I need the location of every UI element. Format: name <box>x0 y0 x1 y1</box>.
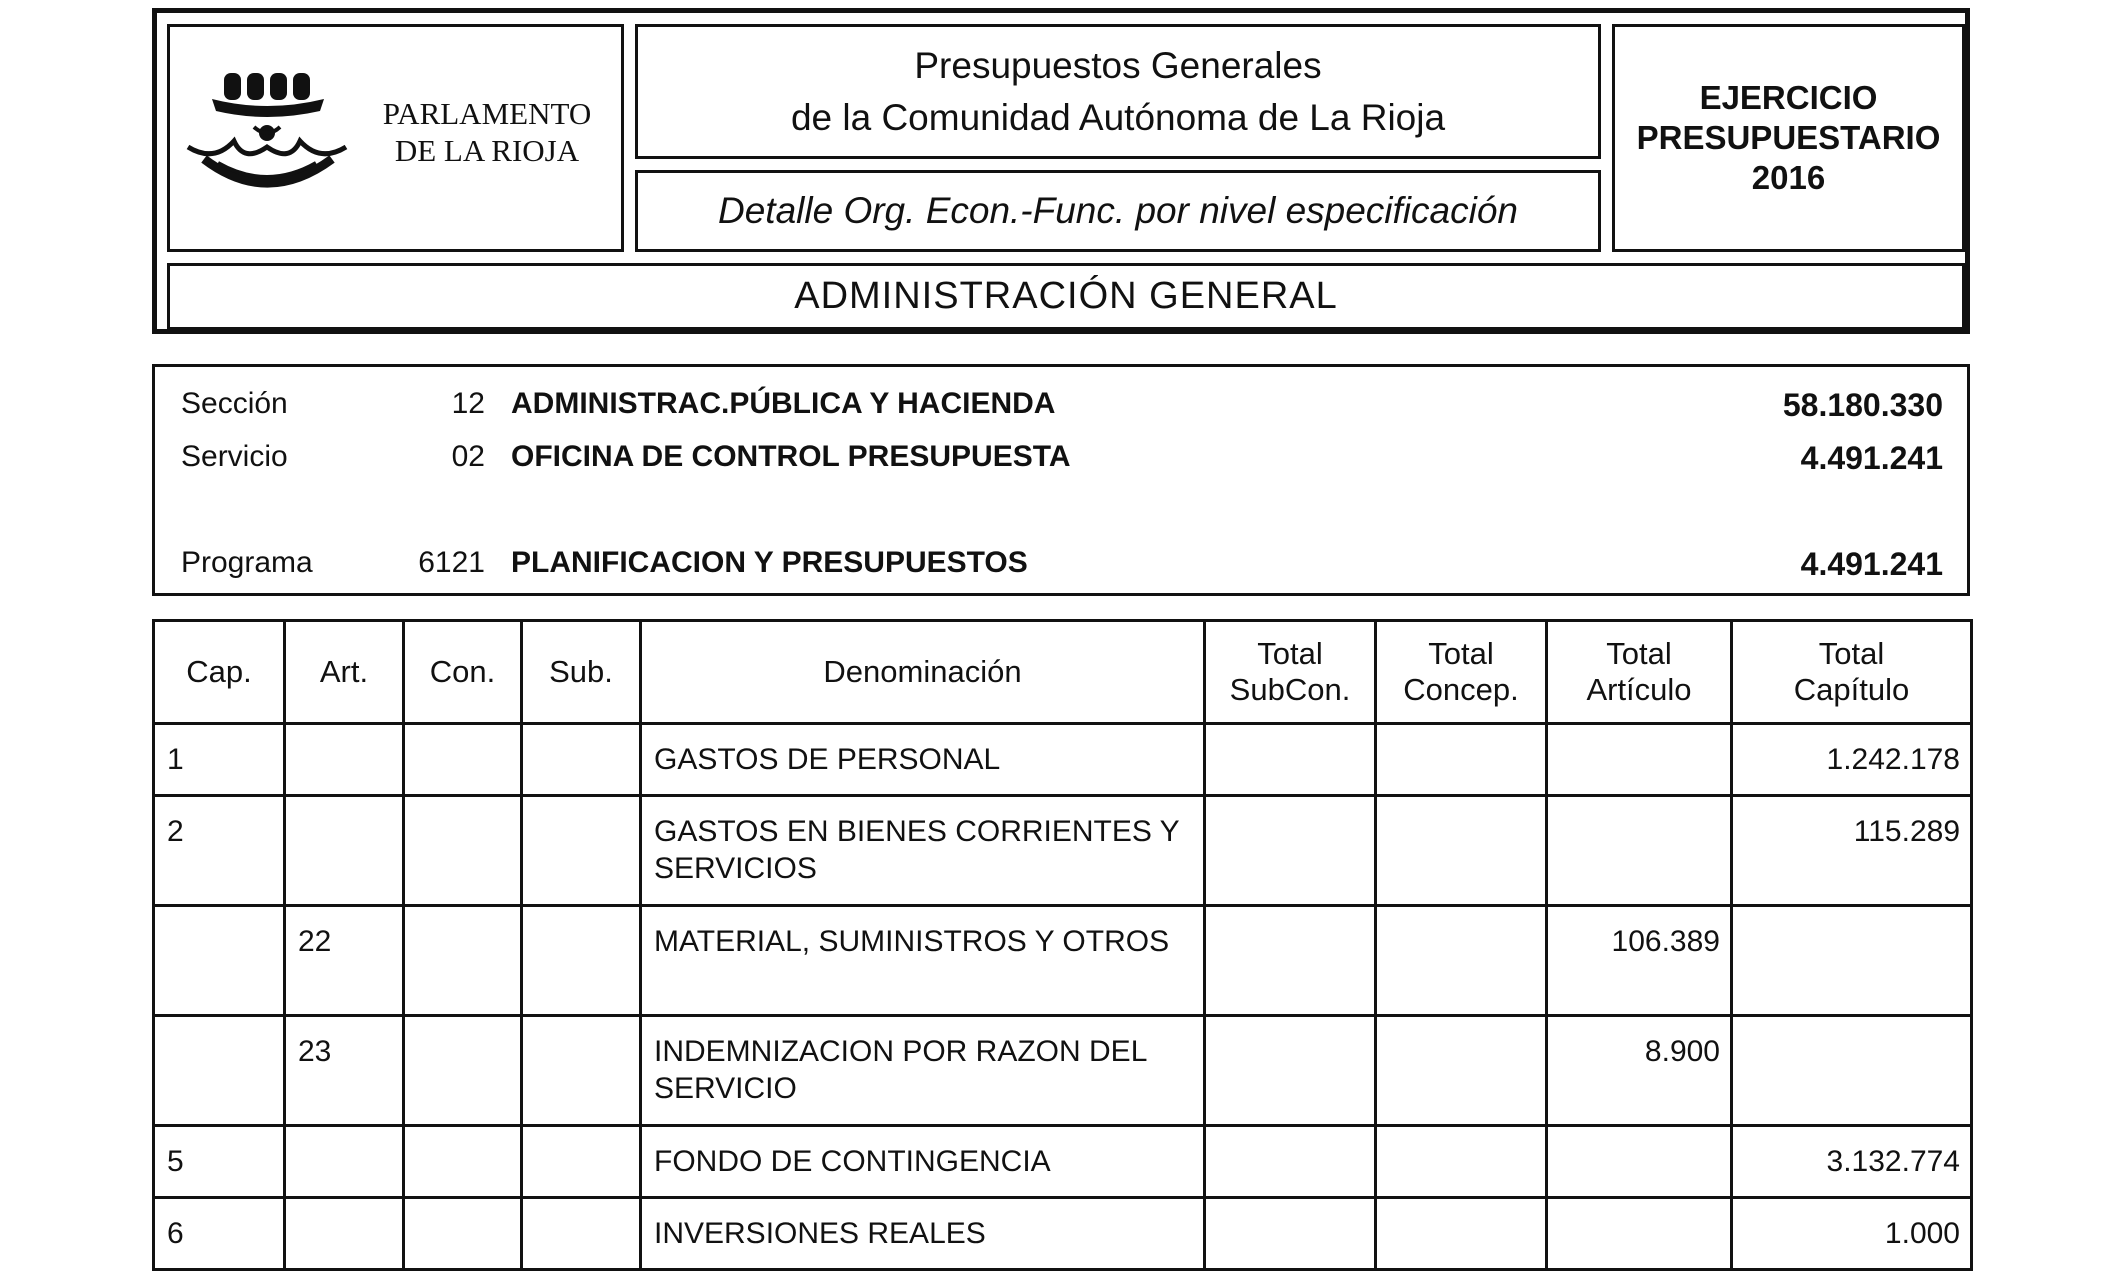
cell-sub <box>522 1016 641 1126</box>
parliament-logo-icon <box>184 67 364 207</box>
cell-total-articulo <box>1547 724 1732 796</box>
cell-total-articulo: 8.900 <box>1547 1016 1732 1126</box>
document-header <box>152 8 1970 334</box>
table-row <box>154 1198 1972 1270</box>
cell-total-capitulo <box>1732 906 1972 1016</box>
seccion-label: Sección <box>181 387 288 420</box>
programa-code: 6121 <box>418 546 485 579</box>
cell-con <box>404 796 522 906</box>
servicio-name: OFICINA DE CONTROL PRESUPUESTA <box>511 440 1071 473</box>
year-line-3: 2016 <box>1751 159 1826 196</box>
cell-cap <box>154 1016 285 1126</box>
cell-total-articulo <box>1547 1198 1732 1270</box>
servicio-code: 02 <box>451 440 485 473</box>
header-sub: Sub. <box>522 621 641 724</box>
cell-denominacion: INDEMNIZACION POR RAZON DEL SERVICIO <box>641 1016 1205 1126</box>
report-subtitle: Detalle Org. Econ.-Func. por nivel especificación <box>718 190 1518 231</box>
header-denominacion: Denominación <box>641 621 1205 724</box>
seccion-row <box>155 387 1967 431</box>
cell-cap <box>154 906 285 1016</box>
cell-total-capitulo: 3.132.774 <box>1732 1126 1972 1198</box>
programa-label: Programa <box>181 546 313 579</box>
cell-total-concep <box>1376 724 1547 796</box>
header-con: Con. <box>404 621 522 724</box>
servicio-row <box>155 440 1967 484</box>
header-cap: Cap. <box>154 621 285 724</box>
seccion-amount: 58.180.330 <box>1782 387 1943 423</box>
cell-total-subcon <box>1205 906 1376 1016</box>
year-line-2: PRESUPUESTARIO <box>1636 119 1941 156</box>
cell-cap: 6 <box>154 1198 285 1270</box>
cell-denominacion: INVERSIONES REALES <box>641 1198 1205 1270</box>
logo-text-line-2: DE LA RIOJA <box>394 133 580 168</box>
programa-amount: 4.491.241 <box>1800 546 1943 582</box>
table-header-row <box>154 621 1972 724</box>
header-total-subcon-line-2: SubCon. <box>1229 672 1351 707</box>
cell-sub <box>522 1198 641 1270</box>
table-row <box>154 796 1972 906</box>
cell-con <box>404 1016 522 1126</box>
cell-total-subcon <box>1205 1016 1376 1126</box>
header-total-articulo-line-2: Artículo <box>1586 672 1692 707</box>
header-total-capitulo <box>1732 621 1972 724</box>
cell-total-concep <box>1376 1016 1547 1126</box>
logo-text <box>367 95 607 169</box>
cell-cap: 5 <box>154 1126 285 1198</box>
cell-total-concep <box>1376 1126 1547 1198</box>
title-line-2: de la Comunidad Autónoma de La Rioja <box>790 96 1446 138</box>
cell-total-articulo <box>1547 1126 1732 1198</box>
seccion-name: ADMINISTRAC.PÚBLICA Y HACIENDA <box>511 387 1056 420</box>
header-total-subcon-line-1: Total <box>1257 636 1323 671</box>
cell-total-subcon <box>1205 796 1376 906</box>
cell-denominacion: GASTOS DE PERSONAL <box>641 724 1205 796</box>
title-box <box>635 24 1601 159</box>
table-row <box>154 724 1972 796</box>
header-total-articulo-line-1: Total <box>1606 636 1672 671</box>
fiscal-year-box <box>1612 24 1965 252</box>
cell-con <box>404 906 522 1016</box>
cell-total-articulo: 106.389 <box>1547 906 1732 1016</box>
cell-total-subcon <box>1205 1198 1376 1270</box>
cell-sub <box>522 1126 641 1198</box>
cell-total-concep <box>1376 906 1547 1016</box>
header-total-subcon <box>1205 621 1376 724</box>
cell-sub <box>522 906 641 1016</box>
cell-total-subcon <box>1205 724 1376 796</box>
subtitle-box <box>635 170 1601 252</box>
header-total-articulo <box>1547 621 1732 724</box>
cell-total-concep <box>1376 1198 1547 1270</box>
budget-table <box>152 619 1973 1271</box>
classification-box <box>152 364 1970 596</box>
cell-con <box>404 724 522 796</box>
cell-art: 22 <box>285 906 404 1016</box>
servicio-amount: 4.491.241 <box>1800 440 1943 476</box>
cell-sub <box>522 724 641 796</box>
cell-total-concep <box>1376 796 1547 906</box>
servicio-label: Servicio <box>181 440 288 473</box>
cell-total-capitulo <box>1732 1016 1972 1126</box>
header-total-capitulo-line-1: Total <box>1818 636 1885 671</box>
header-total-concep <box>1376 621 1547 724</box>
cell-total-articulo <box>1547 796 1732 906</box>
cell-total-capitulo: 115.289 <box>1732 796 1972 906</box>
cell-art <box>285 796 404 906</box>
table-row <box>154 1126 1972 1198</box>
cell-sub <box>522 796 641 906</box>
programa-row <box>155 546 1967 590</box>
seccion-code: 12 <box>451 387 485 420</box>
header-total-concep-line-2: Concep. <box>1403 672 1519 707</box>
cell-con <box>404 1126 522 1198</box>
year-line-1: EJERCICIO <box>1699 79 1878 116</box>
table-row <box>154 906 1972 1016</box>
cell-total-capitulo: 1.000 <box>1732 1198 1972 1270</box>
cell-art <box>285 1198 404 1270</box>
cell-art <box>285 724 404 796</box>
cell-art <box>285 1126 404 1198</box>
logo-box <box>167 24 624 252</box>
logo-text-line-1: PARLAMENTO <box>382 96 592 131</box>
cell-denominacion: FONDO DE CONTINGENCIA <box>641 1126 1205 1198</box>
cell-total-subcon <box>1205 1126 1376 1198</box>
cell-denominacion: MATERIAL, SUMINISTROS Y OTROS <box>641 906 1205 1016</box>
cell-total-capitulo: 1.242.178 <box>1732 724 1972 796</box>
cell-cap: 2 <box>154 796 285 906</box>
cell-art: 23 <box>285 1016 404 1126</box>
cell-cap: 1 <box>154 724 285 796</box>
header-total-concep-line-1: Total <box>1428 636 1494 671</box>
department-title: ADMINISTRACIÓN GENERAL <box>794 275 1338 317</box>
cell-con <box>404 1198 522 1270</box>
table-row <box>154 1016 1972 1126</box>
department-box <box>167 263 1965 330</box>
title-line-1: Presupuestos Generales <box>914 44 1322 86</box>
header-total-capitulo-line-2: Capítulo <box>1793 672 1910 707</box>
cell-denominacion: GASTOS EN BIENES CORRIENTES Y SERVICIOS <box>641 796 1205 906</box>
header-art: Art. <box>285 621 404 724</box>
programa-name: PLANIFICACION Y PRESUPUESTOS <box>511 546 1028 579</box>
